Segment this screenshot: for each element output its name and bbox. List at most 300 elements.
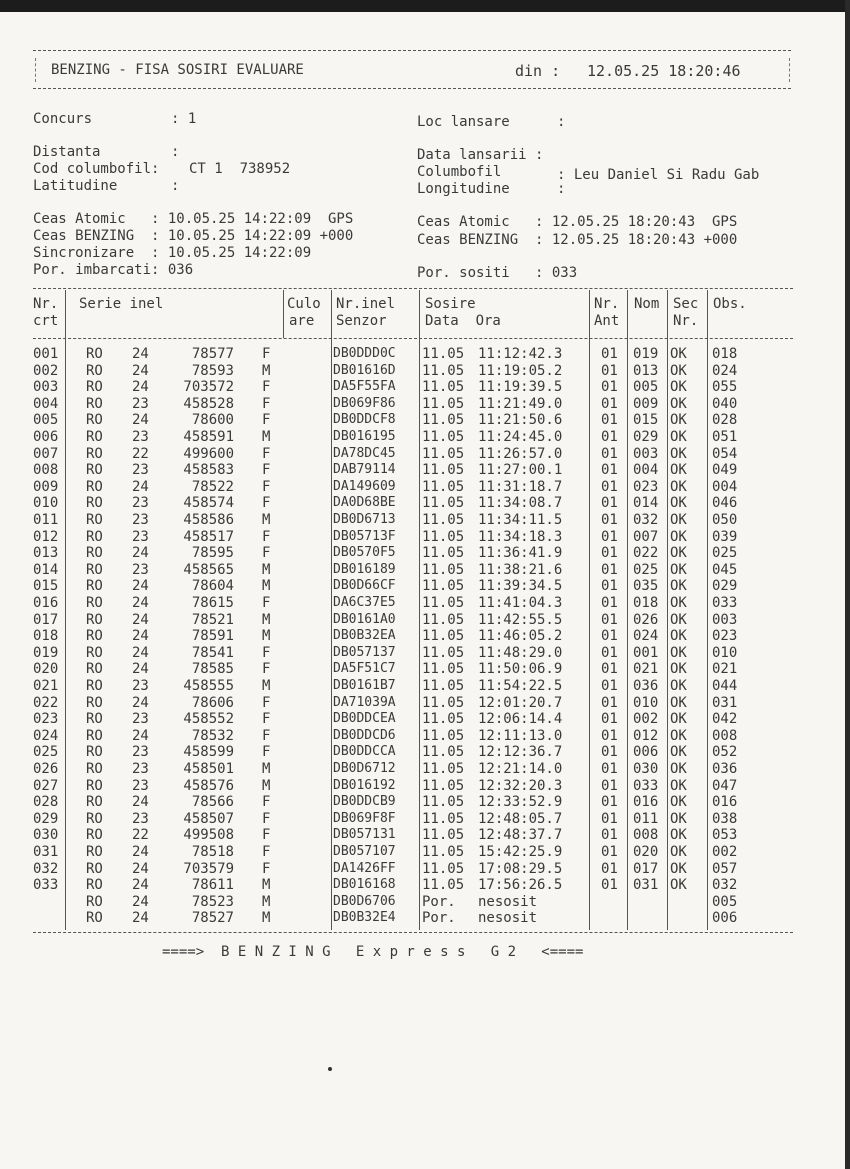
cell-nom: 020 [633,844,659,860]
cell-nr: 003 [33,379,59,396]
cell-ant: 01 [601,412,618,429]
cell-senzor: DB016189 [333,561,396,577]
cell-nom: 005 [633,379,659,396]
cell-nr: 031 [33,844,59,860]
cell-ant: 01 [601,794,618,811]
cell-an: 23 [132,429,149,445]
cell-nr: 005 [33,412,59,429]
table-row [0,645,850,662]
cell-ant: 01 [601,694,618,711]
cell-data: 11.05 [422,827,465,844]
cell-data: 11.05 [422,512,465,528]
cell-obs: 023 [712,628,738,645]
cell-nr: 026 [33,761,59,777]
cell-sex: F [262,528,271,545]
cell-sex: F [262,711,271,728]
cell-nr: 020 [33,661,59,678]
cell-tara: RO [86,429,103,445]
cell-inel: 78600 [191,412,234,429]
cell-data: 11.05 [422,611,465,628]
cell-ora: 11:24:45.0 [478,429,563,445]
longitudine-value: : [557,181,566,197]
ceas-atomic-end: Ceas Atomic : 12.05.25 18:20:43 GPS [417,214,738,230]
header-box-top [33,50,791,51]
cell-sex: F [262,445,271,462]
cell-nr: 030 [33,827,59,844]
cell-obs: 004 [712,478,738,495]
cell-nr: 025 [33,744,59,761]
cell-ant: 01 [601,611,618,628]
cell-nom: 009 [633,395,659,412]
cell-sex: M [262,512,271,528]
cell-tara: RO [86,910,103,927]
table-row [0,562,850,579]
cell-inel: 78541 [191,644,234,661]
cell-an: 24 [132,595,149,611]
cell-sex: F [262,694,271,711]
col-serie-inel: Serie inel [79,296,164,312]
table-row [0,612,850,629]
cell-ora: 17:08:29.5 [478,860,563,877]
cell-data: Por. [422,910,456,927]
cell-tara: RO [86,512,103,528]
cell-ora: 15:42:25.9 [478,844,563,860]
cell-sex: F [262,346,271,362]
cell-ora: 11:34:18.3 [478,528,563,545]
cell-obs: 006 [712,910,738,927]
cell-ora: 11:38:21.6 [478,561,563,578]
cell-nr: 027 [33,777,59,794]
cell-an: 24 [132,794,149,811]
cell-senzor: DB0D66CF [333,578,396,594]
cell-nr: 017 [33,611,59,628]
cell-obs: 018 [712,346,738,362]
cell-data: 11.05 [422,694,465,711]
cell-data: 11.05 [422,528,465,545]
cell-inel: 499508 [183,827,234,844]
cell-sec: OK [670,462,687,479]
cell-obs: 049 [712,462,738,479]
cell-data: 11.05 [422,578,465,595]
cell-ora: 11:34:11.5 [478,512,563,528]
cell-ant: 01 [601,877,618,894]
table-row [0,661,850,678]
cell-nr: 028 [33,794,59,811]
cell-inel: 703572 [183,379,234,396]
cell-an: 23 [132,528,149,545]
cell-nr: 023 [33,711,59,728]
cell-inel: 703579 [183,860,234,877]
cell-obs: 032 [712,877,738,894]
col-culoare-1: Culo [287,296,321,312]
header-box-left [35,58,36,82]
table-row [0,844,850,861]
cell-ant: 01 [601,827,618,844]
cell-inel: 78615 [191,595,234,611]
cell-nom: 010 [633,694,659,711]
cell-nom: 023 [633,478,659,495]
cell-an: 24 [132,644,149,661]
cell-inel: 458552 [183,711,234,728]
cell-inel: 458583 [183,462,234,479]
cell-senzor: DA5F55FA [333,379,396,395]
cell-data: 11.05 [422,844,465,860]
cell-ora: 12:48:05.7 [478,810,563,827]
cell-senzor: DB0161B7 [333,678,396,693]
concurs-value: : 1 [171,111,197,127]
cell-senzor: DB0DDCF8 [333,412,396,428]
cell-ora: 17:56:26.5 [478,877,563,894]
col-sosire-2: Data Ora [425,313,501,329]
cell-inel: 78523 [191,893,234,910]
table-row [0,728,850,745]
cell-sex: F [262,545,271,562]
col-sosire-1: Sosire [425,296,476,312]
cell-ora: 12:11:13.0 [478,727,563,744]
cell-sec: OK [670,611,687,628]
cell-obs: 031 [712,694,738,711]
columbofil-label: Columbofil [417,164,502,180]
cell-ant: 01 [601,661,618,678]
latitudine-label: Latitudine [33,178,118,194]
cell-senzor: DB0570F5 [333,545,396,561]
cell-sex: F [262,379,271,396]
cell-senzor: DA71039A [333,694,396,710]
cell-inel: 458565 [183,561,234,578]
cell-obs: 025 [712,545,738,562]
cell-obs: 024 [712,362,738,379]
header-box-bottom [33,88,791,89]
cell-senzor: DB069F86 [333,395,396,411]
cell-obs: 038 [712,810,738,827]
cell-data: 11.05 [422,395,465,412]
cell-ora: 11:54:22.5 [478,678,563,694]
cell-ora: 11:31:18.7 [478,478,563,495]
cell-tara: RO [86,661,103,678]
cell-an: 23 [132,512,149,528]
ceas-benzing-end: Ceas BENZING : 12.05.25 18:20:43 +000 [417,232,738,248]
cell-ora: 12:33:52.9 [478,794,563,811]
cell-nr: 013 [33,545,59,562]
cell-senzor: DB01616D [333,362,396,378]
cell-ora: 11:12:42.3 [478,346,563,362]
table-header-bottom [33,338,793,339]
cell-ant: 01 [601,362,618,379]
table-row [0,695,850,712]
cod-columbofil-value: CT 1 738952 [189,161,291,177]
cell-inel: 458555 [183,678,234,694]
distanta-value: : [171,144,180,160]
col-obs: Obs. [713,296,747,312]
cell-an: 23 [132,395,149,412]
cell-obs: 051 [712,429,738,445]
cell-nom: 035 [633,578,659,595]
cell-nom: 011 [633,810,659,827]
cell-sec: OK [670,761,687,777]
cell-nom: 015 [633,412,659,429]
cell-nom: 019 [633,346,659,362]
cell-an: 23 [132,462,149,479]
cell-sex: F [262,395,271,412]
cell-data: 11.05 [422,595,465,611]
cell-sec: OK [670,379,687,396]
cell-ora: 11:41:04.3 [478,595,563,611]
cell-ant: 01 [601,445,618,462]
cell-senzor: DB0161A0 [333,611,396,627]
cell-tara: RO [86,794,103,811]
cell-inel: 78521 [191,611,234,628]
cell-sec: OK [670,595,687,611]
cell-tara: RO [86,711,103,728]
cell-sex: M [262,678,271,694]
cell-ora: 11:21:50.6 [478,412,563,429]
cell-sex: F [262,644,271,661]
cell-inel: 78593 [191,362,234,379]
cell-tara: RO [86,412,103,429]
cell-inel: 78591 [191,628,234,645]
rule-serie [283,290,284,338]
cell-sec: OK [670,528,687,545]
cell-obs: 047 [712,777,738,794]
cell-nom: 025 [633,561,659,578]
cell-senzor: DA1426FF [333,860,396,876]
table-row [0,711,850,728]
cell-senzor: DB069F8F [333,810,396,826]
table-row [0,545,850,562]
cell-nom: 012 [633,727,659,744]
cell-data: 11.05 [422,412,465,429]
cell-an: 22 [132,445,149,462]
cell-inel: 78611 [191,877,234,894]
cell-ora: 11:34:08.7 [478,495,563,512]
cell-data: 11.05 [422,628,465,645]
cell-an: 23 [132,761,149,777]
cell-ora: 11:19:05.2 [478,362,563,379]
cell-sec: OK [670,478,687,495]
col-nr-inel-2: Senzor [336,313,387,329]
cell-sex: M [262,893,271,910]
cell-sec: OK [670,561,687,578]
cell-obs: 040 [712,395,738,412]
cell-inel: 78606 [191,694,234,711]
cell-data: 11.05 [422,379,465,396]
cell-an: 24 [132,628,149,645]
cell-nom: 016 [633,794,659,811]
cell-data: 11.05 [422,794,465,811]
header-box-right [789,58,790,82]
ceas-benzing-start: Ceas BENZING : 10.05.25 14:22:09 +000 [33,228,354,244]
cell-ora: 11:50:06.9 [478,661,563,678]
cell-ora: 11:36:41.9 [478,545,563,562]
cell-senzor: DA6C37E5 [333,595,396,610]
cell-sex: F [262,495,271,512]
table-row [0,446,850,463]
table-row [0,595,850,612]
cell-data: 11.05 [422,744,465,761]
cell-ora: 11:39:34.5 [478,578,563,595]
cell-data: 11.05 [422,810,465,827]
cell-inel: 78527 [191,910,234,927]
col-nr-crt-2: crt [33,313,59,329]
cell-nom: 002 [633,711,659,728]
cell-sec: OK [670,877,687,894]
cell-inel: 458528 [183,395,234,412]
cell-obs: 029 [712,578,738,595]
cell-nr: 014 [33,561,59,578]
cell-obs: 054 [712,445,738,462]
cell-ant: 01 [601,810,618,827]
cell-sex: M [262,429,271,445]
cell-ora: 12:06:14.4 [478,711,563,728]
cell-obs: 021 [712,661,738,678]
cell-ant: 01 [601,395,618,412]
cell-senzor: DB0DDCCA [333,744,396,760]
cell-data: 11.05 [422,711,465,728]
cell-nom: 021 [633,661,659,678]
cell-sec: OK [670,362,687,379]
cell-nom: 018 [633,595,659,611]
cell-obs: 033 [712,595,738,611]
cell-sex: F [262,595,271,611]
cell-sec: OK [670,395,687,412]
cell-sex: F [262,860,271,877]
cell-tara: RO [86,395,103,412]
longitudine-label: Longitudine [417,181,510,197]
cell-inel: 78522 [191,478,234,495]
cell-an: 22 [132,827,149,844]
cell-senzor: DB0B32EA [333,628,396,644]
table-row [0,877,850,894]
cell-ant: 01 [601,578,618,595]
cell-an: 24 [132,379,149,396]
cell-sex: M [262,910,271,927]
cell-data: 11.05 [422,362,465,379]
cell-nr: 018 [33,628,59,645]
cell-senzor: DB0D6713 [333,512,396,527]
cell-an: 24 [132,412,149,429]
cell-inel: 78577 [191,346,234,362]
cell-sec: OK [670,844,687,860]
cell-tara: RO [86,827,103,844]
cell-inel: 458599 [183,744,234,761]
cell-an: 24 [132,727,149,744]
cell-sec: OK [670,429,687,445]
cell-senzor: DB016192 [333,777,396,793]
cell-tara: RO [86,644,103,661]
cell-nom: 001 [633,644,659,661]
cell-an: 24 [132,910,149,927]
cell-sex: M [262,362,271,379]
cell-sec: OK [670,661,687,678]
table-bottom-rule [33,932,793,933]
cell-senzor: DB016195 [333,429,396,444]
cell-sec: OK [670,412,687,429]
cell-data: 11.05 [422,877,465,894]
cell-inel: 78518 [191,844,234,860]
cell-ora: 12:01:20.7 [478,694,563,711]
cell-inel: 78566 [191,794,234,811]
table-header-top [33,288,793,289]
data-lansarii-label: Data lansarii : [417,147,544,163]
cell-nr: 033 [33,877,59,894]
loc-lansare-label: Loc lansare [417,114,510,130]
cell-sec: OK [670,727,687,744]
cell-tara: RO [86,478,103,495]
cell-nr: 004 [33,395,59,412]
cell-tara: RO [86,578,103,595]
cell-nr: 019 [33,644,59,661]
cell-tara: RO [86,877,103,894]
col-nr-ant-1: Nr. [594,296,620,312]
table-row [0,462,850,479]
col-nr-crt-1: Nr. [33,296,59,312]
cell-obs: 028 [712,412,738,429]
table-row [0,894,850,911]
cell-tara: RO [86,545,103,562]
cell-tara: RO [86,495,103,512]
cell-obs: 053 [712,827,738,844]
table-row [0,495,850,512]
cell-ant: 01 [601,761,618,777]
cell-inel: 78585 [191,661,234,678]
cell-sec: OK [670,827,687,844]
cell-data: 11.05 [422,462,465,479]
cell-ora: 11:26:57.0 [478,445,563,462]
cell-an: 24 [132,661,149,678]
col-nr-inel-1: Nr.inel [336,296,396,312]
cell-an: 24 [132,362,149,379]
cell-senzor: DAB79114 [333,462,396,478]
cell-tara: RO [86,561,103,578]
cell-senzor: DB0D6706 [333,893,396,909]
cell-nom: 008 [633,827,659,844]
cell-obs: 050 [712,512,738,528]
cell-ant: 01 [601,628,618,645]
cell-sex: M [262,628,271,645]
cell-nom: 007 [633,528,659,545]
cell-nr: 001 [33,346,59,362]
cell-ant: 01 [601,478,618,495]
cell-an: 23 [132,711,149,728]
cell-nom: 031 [633,877,659,894]
cell-nr: 032 [33,860,59,877]
cell-inel: 78532 [191,727,234,744]
cell-data: 11.05 [422,346,465,362]
cell-nom: 017 [633,860,659,877]
table-row [0,529,850,546]
table-row [0,811,850,828]
cell-obs: 039 [712,528,738,545]
cell-sec: OK [670,445,687,462]
cell-nr: 007 [33,445,59,462]
cell-ora: 11:48:29.0 [478,644,563,661]
por-sositi: Por. sositi : 033 [417,265,578,281]
cell-inel: 458586 [183,512,234,528]
cell-nom: 036 [633,678,659,694]
cell-sec: OK [670,744,687,761]
cell-inel: 458576 [183,777,234,794]
cell-obs: 045 [712,561,738,578]
cell-sec: OK [670,678,687,694]
date-value: 12.05.25 18:20:46 [587,62,741,80]
cell-tara: RO [86,362,103,379]
cell-nr: 011 [33,512,59,528]
cell-an: 24 [132,346,149,362]
cell-tara: RO [86,727,103,744]
cell-sex: F [262,744,271,761]
cell-senzor: DB0D6712 [333,761,396,776]
cell-an: 24 [132,478,149,495]
